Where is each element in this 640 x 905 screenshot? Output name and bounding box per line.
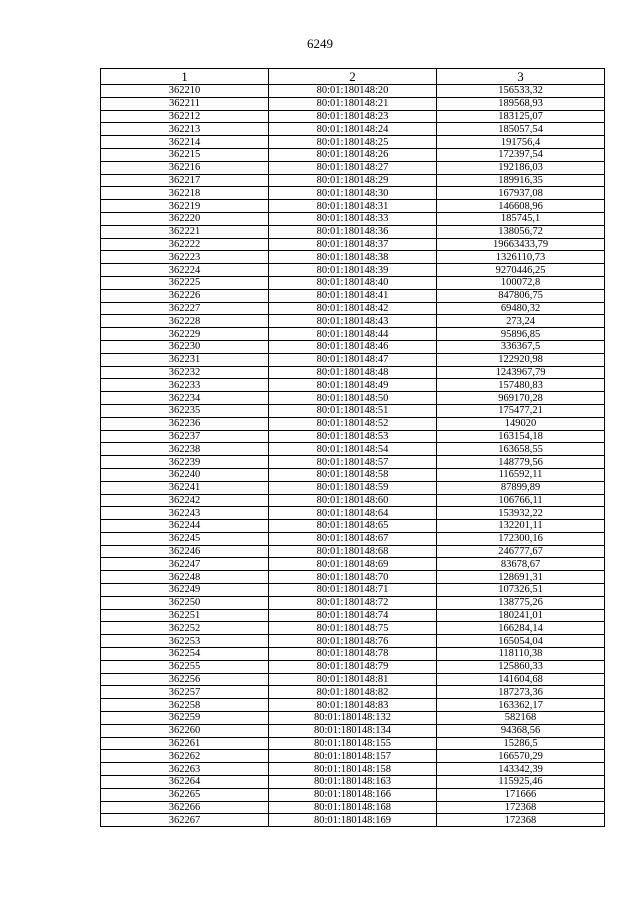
value-cell: 172397,54 xyxy=(437,148,605,161)
row-number-cell: 362221 xyxy=(101,225,269,238)
cadastral-number-cell: 80:01:180148:69 xyxy=(269,558,437,571)
cadastral-number-cell: 80:01:180148:38 xyxy=(269,251,437,264)
row-number-cell: 362225 xyxy=(101,276,269,289)
cadastral-number-cell: 80:01:180148:52 xyxy=(269,417,437,430)
value-cell: 87899,89 xyxy=(437,481,605,494)
row-number-cell: 362246 xyxy=(101,545,269,558)
row-number-cell: 362247 xyxy=(101,558,269,571)
row-number-cell: 362230 xyxy=(101,340,269,353)
value-cell: 138775,26 xyxy=(437,596,605,609)
cadastral-number-cell: 80:01:180148:31 xyxy=(269,200,437,213)
cadastral-number-cell: 80:01:180148:68 xyxy=(269,545,437,558)
row-number-cell: 362253 xyxy=(101,635,269,648)
table-row xyxy=(101,814,605,827)
value-cell: 185745,1 xyxy=(437,212,605,225)
row-number-cell: 362267 xyxy=(101,814,269,827)
value-cell: 9270446,25 xyxy=(437,264,605,277)
value-cell: 166570,29 xyxy=(437,750,605,763)
table-row xyxy=(101,494,605,507)
row-number-cell: 362262 xyxy=(101,750,269,763)
cadastral-number-cell: 80:01:180148:42 xyxy=(269,302,437,315)
table-row xyxy=(101,289,605,302)
table-row xyxy=(101,456,605,469)
row-number-cell: 362217 xyxy=(101,174,269,187)
table-row xyxy=(101,379,605,392)
value-cell: 69480,32 xyxy=(437,302,605,315)
table-row xyxy=(101,571,605,584)
cadastral-number-cell: 80:01:180148:30 xyxy=(269,187,437,200)
cadastral-number-cell: 80:01:180148:57 xyxy=(269,456,437,469)
cadastral-number-cell: 80:01:180148:33 xyxy=(269,212,437,225)
table-row xyxy=(101,635,605,648)
table-row xyxy=(101,212,605,225)
table-row xyxy=(101,648,605,661)
row-number-cell: 362266 xyxy=(101,801,269,814)
table-row xyxy=(101,136,605,149)
row-number-cell: 362260 xyxy=(101,724,269,737)
registry-table xyxy=(100,68,605,827)
row-number-cell: 362220 xyxy=(101,212,269,225)
table-row xyxy=(101,366,605,379)
cadastral-number-cell: 80:01:180148:81 xyxy=(269,673,437,686)
header-row xyxy=(101,69,605,85)
value-cell: 163658,55 xyxy=(437,443,605,456)
row-number-cell: 362252 xyxy=(101,622,269,635)
table-row xyxy=(101,187,605,200)
table-row xyxy=(101,417,605,430)
table-row xyxy=(101,200,605,213)
value-cell: 180241,01 xyxy=(437,609,605,622)
cadastral-number-cell: 80:01:180148:76 xyxy=(269,635,437,648)
cadastral-number-cell: 80:01:180148:82 xyxy=(269,686,437,699)
cadastral-number-cell: 80:01:180148:64 xyxy=(269,507,437,520)
row-number-cell: 362232 xyxy=(101,366,269,379)
cadastral-number-cell: 80:01:180148:44 xyxy=(269,328,437,341)
cadastral-number-cell: 80:01:180148:72 xyxy=(269,596,437,609)
row-number-cell: 362235 xyxy=(101,404,269,417)
row-number-cell: 362261 xyxy=(101,737,269,750)
value-cell: 1243967,79 xyxy=(437,366,605,379)
page-number: 6249 xyxy=(307,36,333,51)
table-row xyxy=(101,558,605,571)
table-row xyxy=(101,622,605,635)
table-row xyxy=(101,161,605,174)
row-number-cell: 362241 xyxy=(101,481,269,494)
value-cell: 167937,08 xyxy=(437,187,605,200)
table-row xyxy=(101,596,605,609)
value-cell: 165054,04 xyxy=(437,635,605,648)
row-number-cell: 362234 xyxy=(101,392,269,405)
cadastral-number-cell: 80:01:180148:134 xyxy=(269,724,437,737)
row-number-cell: 362213 xyxy=(101,123,269,136)
value-cell: 172300,16 xyxy=(437,532,605,545)
row-number-cell: 362212 xyxy=(101,110,269,123)
cadastral-number-cell: 80:01:180148:37 xyxy=(269,238,437,251)
cadastral-number-cell: 80:01:180148:74 xyxy=(269,609,437,622)
value-cell: 175477,21 xyxy=(437,404,605,417)
table-row xyxy=(101,788,605,801)
table-body xyxy=(101,85,605,827)
column-header-1: 1 xyxy=(101,69,269,85)
cadastral-number-cell: 80:01:180148:41 xyxy=(269,289,437,302)
value-cell: 116592,11 xyxy=(437,468,605,481)
table-row xyxy=(101,609,605,622)
value-cell: 273,24 xyxy=(437,315,605,328)
cadastral-number-cell: 80:01:180148:27 xyxy=(269,161,437,174)
row-number-cell: 362264 xyxy=(101,776,269,789)
value-cell: 106766,11 xyxy=(437,494,605,507)
row-number-cell: 362237 xyxy=(101,430,269,443)
cadastral-number-cell: 80:01:180148:23 xyxy=(269,110,437,123)
row-number-cell: 362226 xyxy=(101,289,269,302)
row-number-cell: 362231 xyxy=(101,353,269,366)
table-header xyxy=(101,69,605,85)
table-row xyxy=(101,750,605,763)
value-cell: 138056,72 xyxy=(437,225,605,238)
cadastral-number-cell: 80:01:180148:155 xyxy=(269,737,437,750)
cadastral-number-cell: 80:01:180148:39 xyxy=(269,264,437,277)
table-row xyxy=(101,276,605,289)
value-cell: 149020 xyxy=(437,417,605,430)
table-row xyxy=(101,123,605,136)
table-row xyxy=(101,110,605,123)
value-cell: 185057,54 xyxy=(437,123,605,136)
value-cell: 172368 xyxy=(437,801,605,814)
value-cell: 1326110,73 xyxy=(437,251,605,264)
row-number-cell: 362248 xyxy=(101,571,269,584)
value-cell: 153932,22 xyxy=(437,507,605,520)
cadastral-number-cell: 80:01:180148:53 xyxy=(269,430,437,443)
row-number-cell: 362242 xyxy=(101,494,269,507)
row-number-cell: 362245 xyxy=(101,532,269,545)
cadastral-number-cell: 80:01:180148:48 xyxy=(269,366,437,379)
table-row xyxy=(101,686,605,699)
value-cell: 143342,39 xyxy=(437,763,605,776)
cadastral-number-cell: 80:01:180148:71 xyxy=(269,584,437,597)
value-cell: 94368,56 xyxy=(437,724,605,737)
table-row xyxy=(101,443,605,456)
row-number-cell: 362219 xyxy=(101,200,269,213)
row-number-cell: 362256 xyxy=(101,673,269,686)
row-number-cell: 362254 xyxy=(101,648,269,661)
cadastral-number-cell: 80:01:180148:46 xyxy=(269,340,437,353)
cadastral-number-cell: 80:01:180148:24 xyxy=(269,123,437,136)
row-number-cell: 362251 xyxy=(101,609,269,622)
table-row xyxy=(101,481,605,494)
cadastral-number-cell: 80:01:180148:26 xyxy=(269,148,437,161)
row-number-cell: 362214 xyxy=(101,136,269,149)
value-cell: 163154,18 xyxy=(437,430,605,443)
cadastral-number-cell: 80:01:180148:49 xyxy=(269,379,437,392)
row-number-cell: 362240 xyxy=(101,468,269,481)
value-cell: 107326,51 xyxy=(437,584,605,597)
value-cell: 146608,96 xyxy=(437,200,605,213)
table-row xyxy=(101,174,605,187)
table-row xyxy=(101,763,605,776)
cadastral-number-cell: 80:01:180148:36 xyxy=(269,225,437,238)
row-number-cell: 362250 xyxy=(101,596,269,609)
row-number-cell: 362239 xyxy=(101,456,269,469)
value-cell: 118110,38 xyxy=(437,648,605,661)
table-row xyxy=(101,392,605,405)
cadastral-number-cell: 80:01:180148:43 xyxy=(269,315,437,328)
value-cell: 157480,83 xyxy=(437,379,605,392)
value-cell: 171666 xyxy=(437,788,605,801)
table-row xyxy=(101,340,605,353)
table-row xyxy=(101,532,605,545)
cadastral-number-cell: 80:01:180148:157 xyxy=(269,750,437,763)
cadastral-number-cell: 80:01:180148:54 xyxy=(269,443,437,456)
row-number-cell: 362215 xyxy=(101,148,269,161)
value-cell: 132201,11 xyxy=(437,520,605,533)
cadastral-number-cell: 80:01:180148:60 xyxy=(269,494,437,507)
table-row xyxy=(101,264,605,277)
row-number-cell: 362265 xyxy=(101,788,269,801)
table-row xyxy=(101,430,605,443)
table-row xyxy=(101,251,605,264)
value-cell: 128691,31 xyxy=(437,571,605,584)
value-cell: 189916,35 xyxy=(437,174,605,187)
table-row xyxy=(101,404,605,417)
table-row xyxy=(101,302,605,315)
table-row xyxy=(101,660,605,673)
value-cell: 125860,33 xyxy=(437,660,605,673)
value-cell: 191756,4 xyxy=(437,136,605,149)
row-number-cell: 362227 xyxy=(101,302,269,315)
table-row xyxy=(101,468,605,481)
cadastral-number-cell: 80:01:180148:166 xyxy=(269,788,437,801)
table-row xyxy=(101,724,605,737)
row-number-cell: 362216 xyxy=(101,161,269,174)
value-cell: 969170,28 xyxy=(437,392,605,405)
value-cell: 100072,8 xyxy=(437,276,605,289)
row-number-cell: 362228 xyxy=(101,315,269,328)
value-cell: 141604,68 xyxy=(437,673,605,686)
table-row xyxy=(101,673,605,686)
table-row xyxy=(101,712,605,725)
row-number-cell: 362224 xyxy=(101,264,269,277)
value-cell: 122920,98 xyxy=(437,353,605,366)
table-row xyxy=(101,545,605,558)
row-number-cell: 362229 xyxy=(101,328,269,341)
row-number-cell: 362249 xyxy=(101,584,269,597)
value-cell: 189568,93 xyxy=(437,97,605,110)
cadastral-number-cell: 80:01:180148:25 xyxy=(269,136,437,149)
value-cell: 183125,07 xyxy=(437,110,605,123)
value-cell: 582168 xyxy=(437,712,605,725)
value-cell: 187273,36 xyxy=(437,686,605,699)
table-row xyxy=(101,699,605,712)
cadastral-number-cell: 80:01:180148:50 xyxy=(269,392,437,405)
value-cell: 115925,46 xyxy=(437,776,605,789)
cadastral-number-cell: 80:01:180148:169 xyxy=(269,814,437,827)
table-row xyxy=(101,737,605,750)
table-row xyxy=(101,801,605,814)
row-number-cell: 362233 xyxy=(101,379,269,392)
value-cell: 148779,56 xyxy=(437,456,605,469)
row-number-cell: 362236 xyxy=(101,417,269,430)
cadastral-number-cell: 80:01:180148:67 xyxy=(269,532,437,545)
cadastral-number-cell: 80:01:180148:132 xyxy=(269,712,437,725)
row-number-cell: 362211 xyxy=(101,97,269,110)
row-number-cell: 362257 xyxy=(101,686,269,699)
column-header-3: 3 xyxy=(437,69,605,85)
row-number-cell: 362263 xyxy=(101,763,269,776)
table-row xyxy=(101,353,605,366)
table-row xyxy=(101,776,605,789)
row-number-cell: 362238 xyxy=(101,443,269,456)
cadastral-number-cell: 80:01:180148:158 xyxy=(269,763,437,776)
table-row xyxy=(101,507,605,520)
cadastral-number-cell: 80:01:180148:83 xyxy=(269,699,437,712)
cadastral-number-cell: 80:01:180148:40 xyxy=(269,276,437,289)
cadastral-number-cell: 80:01:180148:163 xyxy=(269,776,437,789)
value-cell: 336367,5 xyxy=(437,340,605,353)
row-number-cell: 362222 xyxy=(101,238,269,251)
value-cell: 19663433,79 xyxy=(437,238,605,251)
cadastral-number-cell: 80:01:180148:65 xyxy=(269,520,437,533)
cadastral-number-cell: 80:01:180148:29 xyxy=(269,174,437,187)
table-row xyxy=(101,225,605,238)
cadastral-number-cell: 80:01:180148:51 xyxy=(269,404,437,417)
table-row xyxy=(101,238,605,251)
row-number-cell: 362243 xyxy=(101,507,269,520)
cadastral-number-cell: 80:01:180148:58 xyxy=(269,468,437,481)
value-cell: 246777,67 xyxy=(437,545,605,558)
column-header-2: 2 xyxy=(269,69,437,85)
table-row xyxy=(101,520,605,533)
table-row xyxy=(101,85,605,98)
value-cell: 163362,17 xyxy=(437,699,605,712)
row-number-cell: 362210 xyxy=(101,85,269,98)
table-row xyxy=(101,328,605,341)
value-cell: 156533,32 xyxy=(437,85,605,98)
value-cell: 172368 xyxy=(437,814,605,827)
cadastral-number-cell: 80:01:180148:79 xyxy=(269,660,437,673)
cadastral-number-cell: 80:01:180148:59 xyxy=(269,481,437,494)
cadastral-number-cell: 80:01:180148:78 xyxy=(269,648,437,661)
row-number-cell: 362218 xyxy=(101,187,269,200)
value-cell: 166284,14 xyxy=(437,622,605,635)
table-row xyxy=(101,584,605,597)
value-cell: 95896,85 xyxy=(437,328,605,341)
row-number-cell: 362244 xyxy=(101,520,269,533)
cadastral-number-cell: 80:01:180148:21 xyxy=(269,97,437,110)
table-row xyxy=(101,148,605,161)
cadastral-number-cell: 80:01:180148:168 xyxy=(269,801,437,814)
value-cell: 83678,67 xyxy=(437,558,605,571)
value-cell: 192186,03 xyxy=(437,161,605,174)
row-number-cell: 362255 xyxy=(101,660,269,673)
row-number-cell: 362259 xyxy=(101,712,269,725)
value-cell: 847806,75 xyxy=(437,289,605,302)
value-cell: 15286,5 xyxy=(437,737,605,750)
row-number-cell: 362223 xyxy=(101,251,269,264)
table-row xyxy=(101,97,605,110)
cadastral-number-cell: 80:01:180148:75 xyxy=(269,622,437,635)
row-number-cell: 362258 xyxy=(101,699,269,712)
cadastral-number-cell: 80:01:180148:47 xyxy=(269,353,437,366)
cadastral-number-cell: 80:01:180148:70 xyxy=(269,571,437,584)
cadastral-number-cell: 80:01:180148:20 xyxy=(269,85,437,98)
table-row xyxy=(101,315,605,328)
